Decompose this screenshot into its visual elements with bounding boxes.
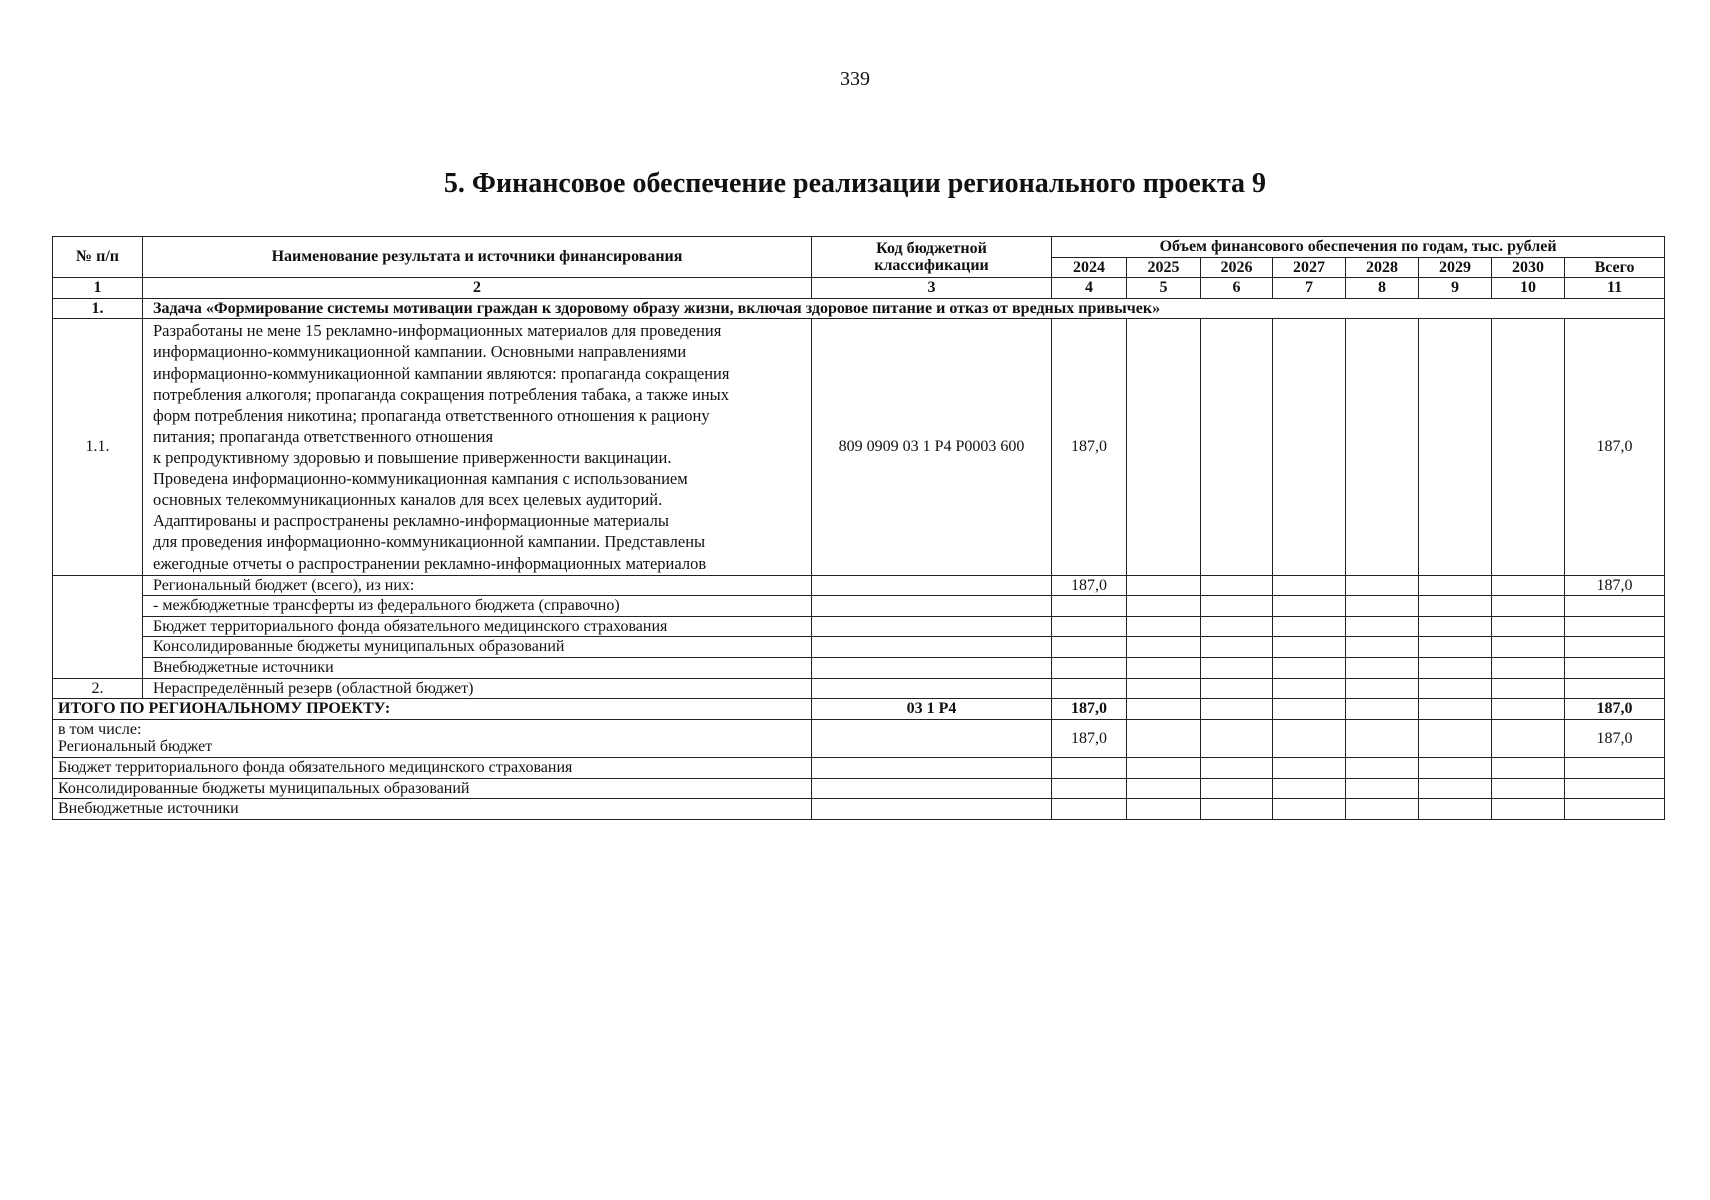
page-number: 339 — [840, 68, 870, 90]
reserve-num: 2. — [53, 678, 143, 699]
empty-cell — [1273, 319, 1346, 575]
result-row — [53, 319, 1665, 575]
summary-source-row — [53, 799, 1665, 820]
including-line: в том числе: — [58, 720, 142, 738]
source-total: 187,0 — [1565, 575, 1665, 596]
task-row — [53, 298, 1665, 319]
summary-source-label: Внебюджетные источники — [53, 799, 812, 820]
financing-table — [52, 236, 1665, 820]
header-year: 2025 — [1127, 257, 1201, 278]
task-num: 1. — [53, 298, 143, 319]
source-row — [53, 658, 1665, 679]
header-total: Всего — [1565, 257, 1665, 278]
including-total: 187,0 — [1565, 719, 1665, 757]
header-num: № п/п — [53, 237, 143, 278]
source-row — [53, 637, 1665, 658]
col-number: 7 — [1273, 278, 1346, 299]
empty-cell — [1127, 319, 1201, 575]
source-label: Региональный бюджет (всего), из них: — [143, 575, 812, 596]
header-year: 2030 — [1492, 257, 1565, 278]
empty-cell — [1419, 319, 1492, 575]
result-line: ежегодные отчеты о распространении рекламно-информационных материалов — [153, 553, 707, 573]
col-number: 9 — [1419, 278, 1492, 299]
source-label: - межбюджетные трансферты из федерального бюджета (справочно) — [143, 596, 812, 617]
column-number-row — [53, 278, 1665, 299]
result-code: 809 0909 03 1 Р4 Р0003 600 — [812, 319, 1052, 575]
col-number: 4 — [1052, 278, 1127, 299]
summary-source-row — [53, 778, 1665, 799]
result-line: для проведения информационно-коммуникационной кампании. Представлены — [153, 532, 706, 552]
including-line: Региональный бюджет — [58, 738, 213, 756]
result-line: основных телекоммуникационных каналов для всех целевых аудиторий. — [153, 490, 663, 510]
result-line: Адаптированы и распространены рекламно-информационные материалы — [153, 511, 669, 531]
col-number: 5 — [1127, 278, 1201, 299]
result-line: к репродуктивному здоровью и повышение приверженности вакцинации. — [153, 448, 672, 468]
col-number: 11 — [1565, 278, 1665, 299]
summary-value-2024: 187,0 — [1052, 699, 1127, 720]
including-value-2024: 187,0 — [1052, 719, 1127, 757]
section-title: 5. Финансовое обеспечение реализации регионального проекта 9 — [443, 168, 1267, 199]
summary-source-label: Консолидированные бюджеты муниципальных образований — [53, 778, 812, 799]
summary-source-row — [53, 758, 1665, 779]
source-row — [53, 596, 1665, 617]
result-line: информационно-коммуникационной кампании являются: пропаганда сокращения — [153, 363, 730, 383]
header-year: 2027 — [1273, 257, 1346, 278]
source-label: Бюджет территориального фонда обязательного медицинского страхования — [143, 616, 812, 637]
summary-label: ИТОГО ПО РЕГИОНАЛЬНОМУ ПРОЕКТУ: — [53, 699, 812, 720]
col-number: 1 — [53, 278, 143, 299]
result-line: Проведена информационно-коммуникационная кампания с использованием — [153, 469, 688, 489]
header-year: 2024 — [1052, 257, 1127, 278]
reserve-row — [53, 678, 1665, 699]
col-number: 3 — [812, 278, 1052, 299]
summary-code: 03 1 Р4 — [812, 699, 1052, 720]
header-name: Наименование результата и источники финансирования — [143, 237, 812, 278]
summary-source-label: Бюджет территориального фонда обязательного медицинского страхования — [53, 758, 812, 779]
col-number: 6 — [1201, 278, 1273, 299]
summary-including-row — [53, 719, 1665, 757]
task-text: Задача «Формирование системы мотивации граждан к здоровому образу жизни, включая здоровое питание и отказ от вредных привычек» — [143, 298, 1665, 319]
summary-including-label — [53, 719, 812, 757]
header-year: 2028 — [1346, 257, 1419, 278]
result-line: форм потребления никотина; пропаганда ответственного отношения к рациону — [153, 405, 710, 425]
empty-cell — [812, 575, 1052, 596]
result-description — [143, 319, 812, 575]
summary-total: 187,0 — [1565, 699, 1665, 720]
reserve-label: Нераспределённый резерв (областной бюджет) — [143, 678, 812, 699]
empty-cell — [1346, 319, 1419, 575]
header-year: 2026 — [1201, 257, 1273, 278]
result-value-2024: 187,0 — [1052, 319, 1127, 575]
source-row — [53, 616, 1665, 637]
header-code: Код бюджетной классификации — [812, 237, 1052, 278]
col-number: 10 — [1492, 278, 1565, 299]
header-year: 2029 — [1419, 257, 1492, 278]
source-label: Консолидированные бюджеты муниципальных образований — [143, 637, 812, 658]
empty-cell — [1492, 319, 1565, 575]
result-line: потребления алкоголя; пропаганда сокращения потребления табака, а также иных — [153, 384, 730, 404]
source-row — [53, 575, 1665, 596]
empty-cell — [53, 575, 143, 678]
result-line: питания; пропаганда ответственного отношения — [153, 426, 494, 446]
header-volume: Объем финансового обеспечения по годам, тыс. рублей — [1052, 237, 1665, 258]
summary-row — [53, 699, 1665, 720]
source-value-2024: 187,0 — [1052, 575, 1127, 596]
source-label: Внебюджетные источники — [143, 658, 812, 679]
col-number: 2 — [143, 278, 812, 299]
result-line: информационно-коммуникационной кампании. Основными направлениями — [153, 342, 687, 362]
header-row-1 — [53, 237, 1665, 258]
empty-cell — [1201, 319, 1273, 575]
result-num: 1.1. — [53, 319, 143, 575]
col-number: 8 — [1346, 278, 1419, 299]
result-line: Разработаны не мене 15 рекламно-информационных материалов для проведения — [153, 321, 722, 341]
result-total: 187,0 — [1565, 319, 1665, 575]
